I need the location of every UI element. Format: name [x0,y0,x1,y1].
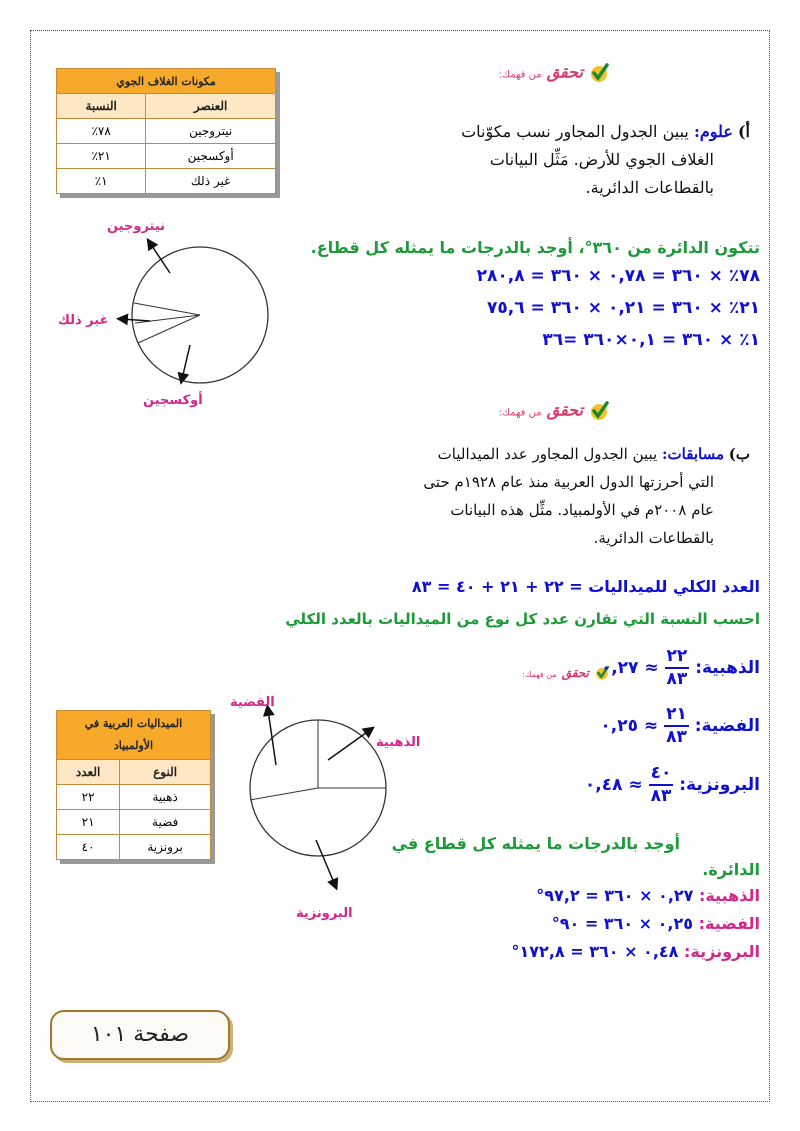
table-row: ذهبية ٢٢ [57,785,211,810]
pie-b-label-gold: الذهبية [376,735,421,750]
solution-a-eq1: ٧٨٪ × ٣٦٠ = ٠,٧٨ × ٣٦٠ = ٢٨٠,٨ [476,266,760,286]
degrees-intro-1: أوجد بالدرجات ما يمثله كل قطاع في [391,834,680,853]
pie-a-label-other: غير ذلك [58,313,109,328]
degrees-intro-2: الدائرة. [702,860,760,879]
pie-a-label-nitrogen: نيتروجين [107,219,166,234]
page-number-label: صفحة ١٠١ [50,1010,230,1060]
check-heading-a: تحقق من فهمك: [498,62,610,84]
pie-b-label-silver: الفضية [230,695,275,710]
pie-b-label-bronze: البرونزية [296,906,353,921]
part-b-text: ب) مسابقات: يبين الجدول المجاور عدد الميداليات التي أحرزتها الدول العربية منذ عام ١٩٢٨م حتى عام ٢٠٠٨م في الأولمبياد. مثِّل هذه البيانات بالقطاعات الدائرية. [423,445,750,547]
table-row: برونزية ٤٠ [57,835,211,860]
solution-a-intro: تتكون الدائرة من ٣٦٠°، أوجد بالدرجات ما يمثله كل قطاع. [310,238,760,257]
degree-silver: الفضية: ٠,٢٥ × ٣٦٠ = ٩٠° [551,914,760,933]
atmosphere-table: مكونات الغلاف الجوي العنصر النسبة نيتروجين ٧٨٪ أوكسجين ٢١٪ غير ذلك ١٪ [56,68,276,194]
ratio-instruction: احسب النسبة التي تقارن عدد كل نوع من الميداليات بالعدد الكلي [285,610,760,628]
checkmark-icon [588,400,610,422]
solution-a-eq2: ٢١٪ × ٣٦٠ = ٠,٢١ × ٣٦٠ = ٧٥,٦ [487,298,760,318]
solution-a-eq3: ١٪ × ٣٦٠ = ٠,١×٣٦٠ =٣٦ [542,330,760,350]
table-row: فضية ٢١ [57,810,211,835]
degree-bronze: البرونزية: ٠,٤٨ × ٣٦٠ = ١٧٢,٨° [511,942,760,961]
table-row: نيتروجين ٧٨٪ [57,119,276,144]
check-heading-b: تحقق من فهمك: [498,400,610,422]
checkmark-icon [588,62,610,84]
ratio-silver: الفضية: $\frac{٢١}{٨٣}$ ≈ ٠,٢٥ [600,704,760,747]
pie-chart-medals [220,690,440,900]
part-a-text: أ) علوم: يبين الجدول المجاور نسب مكوّنات الغلاف الجوي للأرض. مَثِّل البيانات بالقطاعات الدائرية. [461,122,750,197]
check-heading-small: تحقق من فهمك: [522,662,610,681]
total-medals: العدد الكلي للميداليات = ٢٢ + ٢١ + ٤٠ = ٨٣ [411,577,760,596]
pie-a-label-oxygen: أوكسجين [143,393,203,408]
table-row: أوكسجين ٢١٪ [57,144,276,169]
degree-gold: الذهبية: ٠,٢٧ × ٣٦٠ = ٩٧,٢° [536,886,760,905]
ratio-gold: الذهبية: $\frac{٢٢}{٨٣}$ ≈ ٠,٢٧ [600,646,760,689]
medals-table: الميداليات العربية في الأولمبياد النوع العدد ذهبية ٢٢ فضية ٢١ برونزية ٤٠ [56,710,211,860]
table-row: غير ذلك ١٪ [57,169,276,194]
ratio-bronze: البرونزية: $\frac{٤٠}{٨٣}$ ≈ ٠,٤٨ [584,763,760,806]
